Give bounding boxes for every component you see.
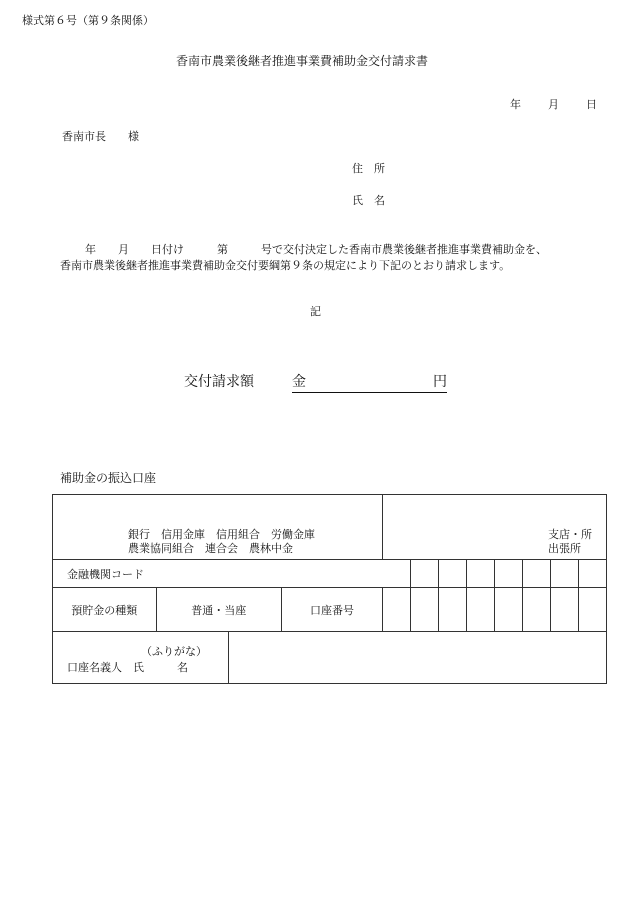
form-number: 様式第６号（第９条関係） [22, 14, 154, 27]
date-day: 日 [586, 98, 597, 111]
account-number-box[interactable] [523, 588, 551, 632]
account-number-box[interactable] [495, 588, 523, 632]
holder-name-input[interactable] [229, 632, 607, 684]
institution-types-line-2: 農業協同組合 連合会 農林中金 [128, 541, 293, 555]
branch-name-cell[interactable] [383, 495, 607, 560]
addressee: 香南市長 様 [62, 130, 139, 143]
institution-code-label: 金融機関コード [53, 560, 411, 588]
account-number-box[interactable] [551, 588, 579, 632]
bank-section-title: 補助金の振込口座 [60, 471, 157, 485]
deposit-type-label: 預貯金の種類 [53, 588, 157, 632]
code-box[interactable] [551, 560, 579, 588]
date-year: 年 [510, 98, 521, 111]
code-box[interactable] [467, 560, 495, 588]
account-number-box[interactable] [579, 588, 607, 632]
amount-suffix: 円 [433, 374, 447, 390]
document-title: 香南市農業後継者推進事業費補助金交付請求書 [176, 54, 429, 68]
furigana-label: （ふりがな） [141, 645, 207, 658]
code-box[interactable] [495, 560, 523, 588]
holder-label-cell [53, 632, 229, 684]
holder-label: 口座名義人 氏 名 [67, 661, 188, 674]
institution-name-cell[interactable] [53, 495, 383, 560]
body-line-2: 香南市農業後継者推進事業費補助金交付要綱第９条の規定により下記のとおり請求します。 [60, 259, 511, 272]
ki-mark: 記 [310, 305, 321, 318]
branch-types-line-1: 支店・所 [548, 528, 592, 541]
name-label: 氏 名 [352, 194, 385, 207]
account-number-box[interactable] [383, 588, 411, 632]
institution-types-line-1: 銀行 信用金庫 信用組合 労働金庫 [128, 528, 315, 541]
body-line-1: 年 月 日付け 第 号で交付決定した香南市農業後継者推進事業費補助金を、 [85, 243, 547, 256]
account-number-label: 口座番号 [282, 588, 383, 632]
bank-account-table [52, 494, 607, 684]
branch-types-line-2: 出張所 [548, 541, 581, 555]
account-number-box[interactable] [467, 588, 495, 632]
institution-row [53, 495, 607, 560]
code-box[interactable] [411, 560, 439, 588]
address-label: 住 所 [352, 162, 385, 175]
deposit-row [53, 588, 607, 632]
account-number-box[interactable] [411, 588, 439, 632]
account-number-box[interactable] [439, 588, 467, 632]
deposit-type-options[interactable]: 普通・当座 [156, 588, 281, 632]
code-box[interactable] [439, 560, 467, 588]
holder-row [53, 632, 607, 684]
amount-label: 交付請求額 [184, 374, 254, 390]
amount-underline [292, 375, 447, 393]
code-box[interactable] [523, 560, 551, 588]
date-month: 月 [548, 98, 559, 111]
institution-code-row [53, 560, 607, 588]
code-box[interactable] [579, 560, 607, 588]
amount-prefix: 金 [292, 374, 306, 390]
amount-field [292, 375, 447, 396]
